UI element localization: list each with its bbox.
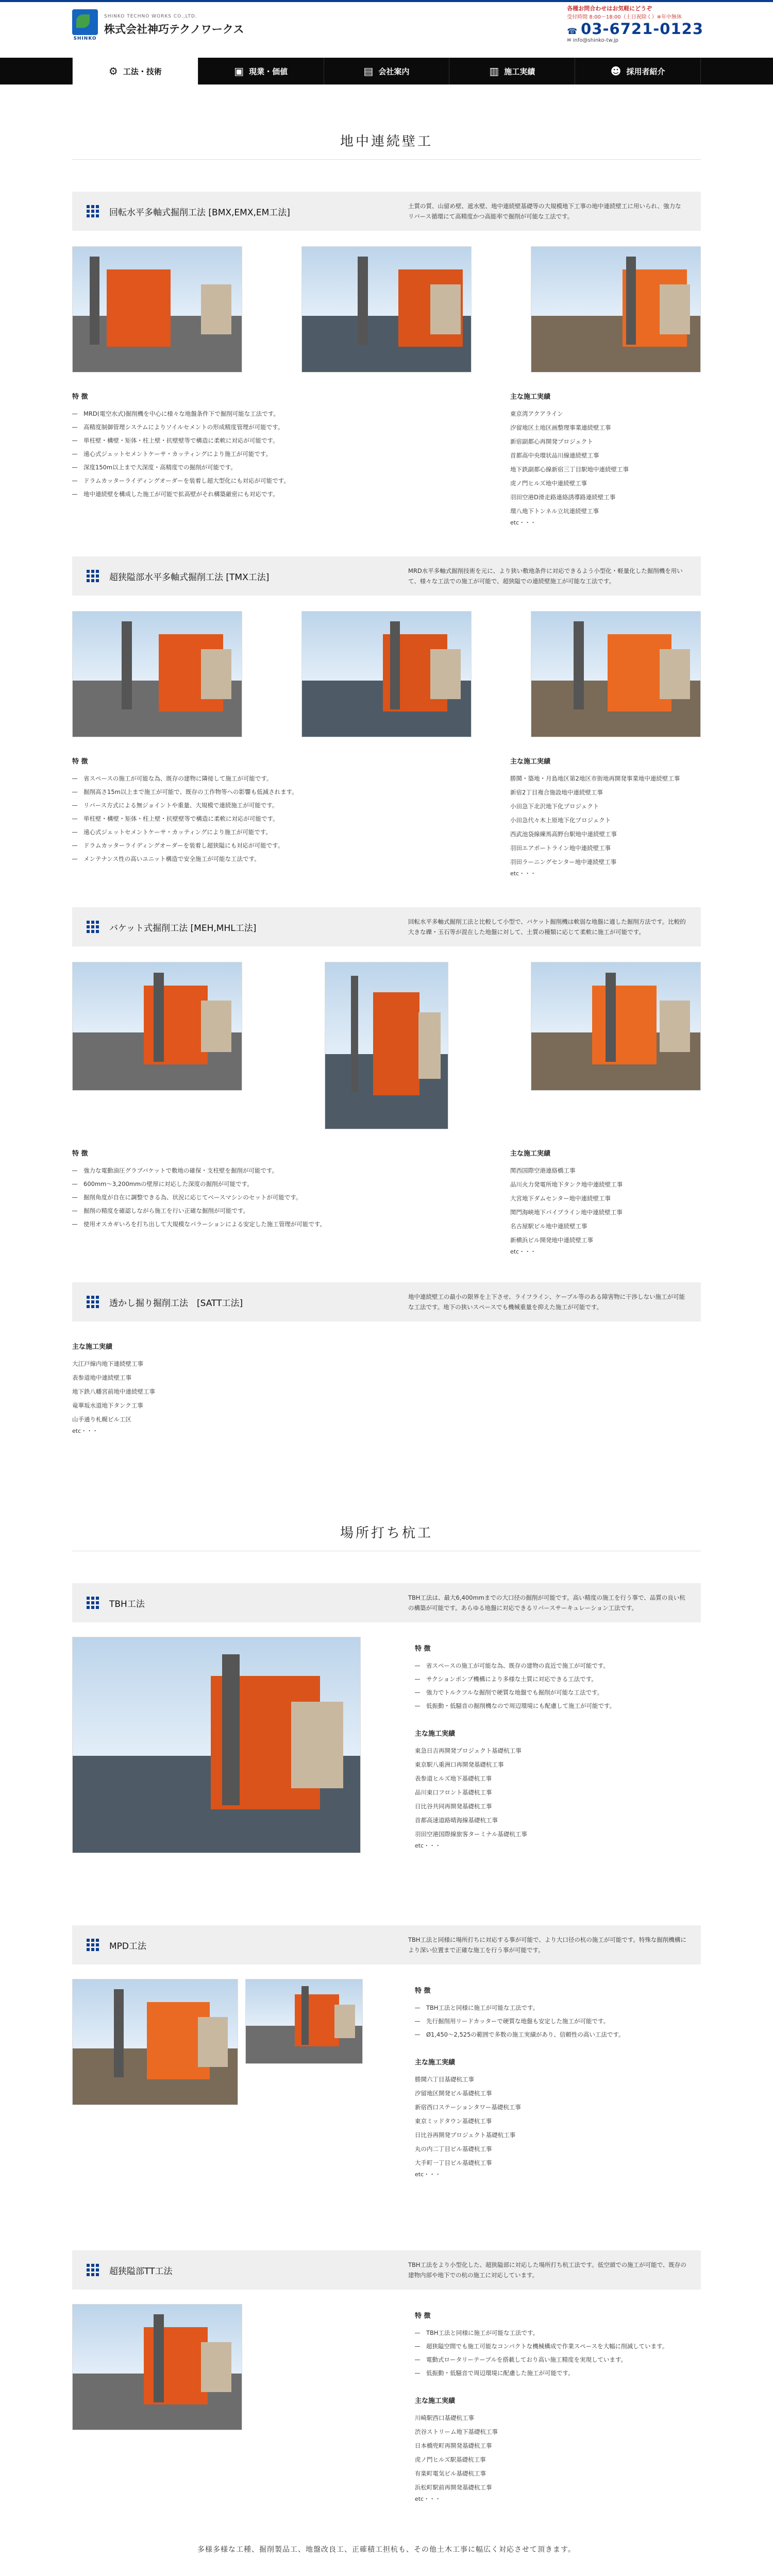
feature-item: TBH工法と同様に施工が可能な工法です。: [415, 2001, 701, 2014]
work-item: 品川火力発電所地下タンク地中連続壁工事: [510, 1181, 623, 1188]
photo: [72, 611, 242, 737]
work-item: 関西国際空港連絡橋工事: [510, 1167, 576, 1174]
more-link[interactable]: etc・・・: [415, 1842, 441, 1849]
photo-row: [72, 611, 701, 737]
feature-item: 掘削の精度を確認しながら施工を行い正確な掘削が可能です。: [72, 1204, 474, 1217]
method-description: 回転水平多軸式掘削工法と比較して小型で、バケット掘削機は軟弱な地盤に適した掘削方法です。比較的大きな礫・玉石等が混在した地盤に対して、土質の種類に応じて柔軟に施工が可能です。: [408, 918, 686, 936]
works-heading: 主な施工実績: [72, 1343, 113, 1351]
work-item: 汐留地区開発ビル基礎杭工事: [415, 2090, 492, 2097]
works-list: [510, 772, 701, 869]
features-list: [415, 1659, 701, 1713]
photo: [531, 962, 701, 1091]
nav-item[interactable]: [198, 58, 324, 84]
works-list: [510, 407, 701, 518]
method-body: [72, 1979, 701, 2178]
works-list: [415, 1744, 701, 1841]
work-item: 大宮地下ダムセンター地中連続壁工事: [510, 1195, 611, 1202]
document-icon: ▥: [489, 65, 499, 77]
global-nav: [0, 58, 773, 84]
nav-item-label: 現業・価値: [249, 66, 288, 76]
nav-item-label: 工法・技術: [123, 66, 162, 76]
work-item: 新横浜ビル開発地中連続壁工事: [510, 1236, 593, 1244]
details-row: [72, 1148, 701, 1256]
work-item: 羽田空港国際線旅客ターミナル基礎杭工事: [415, 1831, 527, 1838]
work-item: 地下鉄八幡宮前地中連続壁工事: [72, 1388, 155, 1395]
nav-item[interactable]: [575, 58, 701, 84]
work-item: 環八地下トンネル立坑連続壁工事: [510, 507, 599, 515]
method-photos: [72, 1637, 366, 1853]
method-title: バケット式掘削工法 [MEH,MHL工法]: [109, 923, 257, 934]
work-item: 首都高中央環状品川線連続壁工事: [510, 452, 599, 459]
photo: [72, 2304, 242, 2430]
feature-item: 強力な電動油圧グラブバケットで敷地の確保・支柱壁を掘削が可能です。: [72, 1164, 474, 1177]
work-item: 有楽町電気ビル基礎杭工事: [415, 2470, 486, 2477]
work-item: 虎ノ門ヒルズ地中連続壁工事: [510, 480, 587, 487]
more-link[interactable]: etc・・・: [510, 1248, 536, 1255]
brand-logo-link[interactable]: [72, 9, 244, 41]
feature-item: 単柱壁・構壁・矩体・柱上壁・抗壁壁等で構造に柔軟に対応が可能です。: [72, 812, 474, 825]
features-heading: 特 徴: [415, 1987, 431, 1995]
feature-item: ドラムカッターライディングオーダーを装着し超大型化にも対応が可能です。: [72, 474, 474, 487]
work-item: 関門海峡地下パイプライン地中連続壁工事: [510, 1209, 623, 1216]
grid-icon: [87, 2264, 99, 2276]
grid-icon: [87, 1296, 99, 1308]
phone-icon: ☎: [567, 26, 578, 36]
method-header: [72, 556, 701, 596]
grid-icon: [87, 1939, 99, 1951]
feature-item: TBH工法と同様に施工が可能な工法です。: [415, 2326, 701, 2340]
building-icon: ▣: [234, 65, 244, 77]
more-link[interactable]: etc・・・: [510, 519, 536, 526]
email-text: info@shinko-tw.jp: [573, 38, 619, 43]
work-item: 品川東口フロント基礎杭工事: [415, 1789, 492, 1796]
contact-lead: 各種お問合わせはお気軽にどうぞ: [567, 5, 652, 12]
work-item: 東京湾アクアライン: [510, 410, 563, 417]
works-heading: 主な施工実績: [415, 2059, 456, 2066]
method-header: [72, 192, 701, 231]
work-item: 新宿2丁目複合施設地中連続壁工事: [510, 789, 603, 796]
method-body: [72, 1637, 701, 1853]
work-item: 日比谷再開発プロジェクト基礎杭工事: [415, 2131, 516, 2139]
feature-item: 先行掘削用リードカッターで硬質な地盤も安定した施工が可能です。: [415, 2014, 701, 2028]
work-item: 東急日吉再開発プロジェクト基礎杭工事: [415, 1747, 522, 1754]
phone-number[interactable]: [567, 20, 703, 38]
method-title: 超狭隘部TT工法: [109, 2266, 173, 2277]
method-title: 透かし掘り掘削工法 [SATT工法]: [109, 1298, 243, 1309]
feature-item: 掘削角度が自在に調整できる為、状況に応じてベースマシンのセットが可能です。: [72, 1191, 474, 1204]
nav-item-label: 採用者紹介: [626, 66, 665, 76]
method-header: [72, 907, 701, 946]
feature-item: ドラムカッターライディングオーダーを装着し超狭隘にも対応が可能です。: [72, 839, 474, 852]
photo: [72, 1637, 361, 1853]
work-item: 小田急下北沢地下化プロジェクト: [510, 803, 599, 810]
more-link[interactable]: etc・・・: [415, 2496, 441, 2502]
logo-text: SHINKO: [73, 36, 97, 41]
more-link[interactable]: etc・・・: [72, 1428, 98, 1434]
feature-item: 省スペースの施工が可能な為、既存の建物の直近で施工が可能です。: [415, 1659, 701, 1672]
feature-item: 強力でトルクフルな掘削で硬質な地盤でも掘削が可能な工法です。: [415, 1686, 701, 1699]
work-item: 新宿西口ステーションタワー基礎杭工事: [415, 2104, 521, 2111]
mail-icon: ✉: [567, 38, 573, 43]
method-description: TBH工法は、最大6,400mmまでの大口径の掘削が可能です。高い精度の施工を行う事で、品質の良い杭の構築が可能です。あらゆる地盤に対応できるリバースサーキュレーション工法です。: [408, 1594, 685, 1612]
work-item: 山手通り札幌ビル工区: [72, 1416, 131, 1423]
section-title: 地中連続壁工: [340, 134, 433, 149]
features-heading: 特 徴: [72, 1150, 88, 1158]
work-item: 大江戸線内地下連続壁工事: [72, 1360, 143, 1367]
grid-icon: [87, 921, 99, 933]
method-description: TBH工法と同様に場所打ちに対応する事が可能で、より大口径の杭の施工が可能です。特殊な掘削機構により深い位置まで正確な施工を行う事が可能です。: [408, 1936, 686, 1954]
method-description: 土質の質、山留め壁、遮水壁、地中連続壁基礎等の大規模地下工事の地中連続壁工に用いられ、強力なリバース循環にて高精度かつ高能率で掘削が可能な工法です。: [408, 202, 681, 220]
method-description: TBH工法をより小型化した、超狭隘部に対応した場所打ち杭工法です。低空頭での施工が可能で、既存の建物内部や地下での杭の施工に対応しています。: [408, 2261, 686, 2279]
photo: [72, 1979, 238, 2105]
nav-item[interactable]: [72, 58, 198, 84]
works-list: [415, 2411, 701, 2495]
grid-icon: [87, 205, 99, 217]
features-heading: 特 徴: [72, 758, 88, 766]
method-header: [72, 1282, 701, 1321]
features-list: [72, 772, 474, 866]
feature-item: 遠心式ジェットセメントケーサ・カッティングにより施工が可能です。: [72, 825, 474, 839]
works-heading: 主な施工実績: [510, 758, 551, 766]
feature-item: 遠心式ジェットセメントケーサ・カッティングにより施工が可能です。: [72, 447, 474, 461]
nav-item-label: 施工実績: [504, 66, 535, 76]
works-list: [510, 1164, 701, 1247]
method-title: TBH工法: [109, 1599, 145, 1609]
photo: [72, 246, 242, 372]
features-heading: 特 徴: [415, 1645, 431, 1653]
more-link[interactable]: etc・・・: [415, 2171, 441, 2178]
works-heading: 主な施工実績: [510, 393, 551, 401]
work-item: 日本橋兜町再開発基礎杭工事: [415, 2442, 492, 2449]
features-heading: 特 徴: [415, 2312, 431, 2320]
feature-item: Ø1,450〜2,525の範囲で多数の施工実績があり、信頼性の高い工法です。: [415, 2028, 701, 2041]
contact-hours: 受付時間 8:00〜18:00（土日祝除く）※年中無休: [567, 14, 682, 20]
work-item: 渋谷ストリーム地下基礎杭工事: [415, 2428, 498, 2435]
method-header: [72, 1925, 701, 1964]
site-header: [0, 0, 773, 58]
closing-text: 多様多様な工種、掘削製品工、地盤改良工、正確積工担杭も、その他土木工事に幅広く対応させて頂きます。: [197, 2546, 576, 2554]
feature-item: 超狭隘空間でも施工可能なコンパクトな機械構成で作業スペースを大幅に削減しています。: [415, 2340, 701, 2353]
photo-row: [72, 962, 701, 1129]
work-item: 表参道地中連続壁工事: [72, 1374, 131, 1381]
work-item: 地下鉄副都心線新宿三丁目駅地中連続壁工事: [510, 466, 629, 473]
feature-item: 低振動・低騒音の掘削機なので周辺環境にも配慮して施工が可能です。: [415, 1699, 701, 1713]
work-item: 大手町一丁目ビル基礎杭工事: [415, 2159, 492, 2166]
phone-text: 03-6721-0123: [581, 20, 703, 38]
work-item: 小田急代々木上原地下化プロジェクト: [510, 817, 611, 824]
method-description: 地中連続壁工の最小の限界を上下させ、ライフライン、ケーブル等のある障害物に干渉しない施工が可能な工法です。地下の狭いスペースでも機械重量を抑えた施工が可能です。: [408, 1293, 685, 1311]
work-item: 新宿副都心再開発プロジェクト: [510, 438, 593, 445]
work-item: 日比谷共同再開発基礎杭工事: [415, 1803, 492, 1810]
work-item: 羽田ラーニングセンター地中連続壁工事: [510, 858, 617, 866]
method-header: [72, 1583, 701, 1622]
features-list: [72, 1164, 474, 1231]
feature-item: 600mm〜3,200mmの壁厚に対応した深度の掘削が可能です。: [72, 1177, 474, 1191]
details-row: [72, 756, 701, 877]
works-list: [415, 2073, 701, 2170]
work-item: 東京ミッドタウン基礎杭工事: [415, 2117, 492, 2125]
feature-item: リバース方式による無ジョイントや重量、大規模で連続施工が可能です。: [72, 799, 474, 812]
gear-icon: ⚙: [108, 65, 118, 77]
people-icon: ☻: [610, 65, 621, 77]
photo: [325, 962, 448, 1129]
work-item: 竜華坂水道地下タンク工事: [72, 1402, 143, 1409]
feature-item: 深度150m以上まで大深度・高精度での掘削が可能です。: [72, 461, 474, 474]
work-item: 浜松町駅前再開発基礎杭工事: [415, 2484, 492, 2491]
company-logo: [72, 9, 98, 41]
work-item: 名古屋駅ビル地中連続壁工事: [510, 1223, 587, 1230]
feature-item: メンテナンス性の高いユニット構造で安全施工が可能な工法です。: [72, 852, 474, 866]
work-item: 羽田エアポートライン地中連続壁工事: [510, 844, 611, 852]
photo: [301, 611, 472, 737]
grid-icon: [87, 570, 99, 582]
works-heading: 主な施工実績: [510, 1150, 551, 1158]
work-item: 西武池袋線練馬高野台駅地中連続壁工事: [510, 831, 617, 838]
photo: [72, 962, 242, 1091]
photo: [531, 246, 701, 372]
company-icon: ▤: [363, 65, 374, 77]
header-contact: [567, 4, 703, 43]
work-item: 首都高速道路晴海線基礎杭工事: [415, 1817, 498, 1824]
works-heading: 主な施工実績: [415, 1730, 456, 1738]
features-heading: 特 徴: [72, 393, 88, 401]
work-item: 汐留地区土地区画整理事業連続壁工事: [510, 424, 611, 431]
photo: [301, 246, 472, 372]
brand-jp: 株式会社神巧テクノワークス: [104, 23, 244, 36]
section-title: 場所打ち杭工: [340, 1526, 433, 1541]
feature-item: 使用オスカギいろを打ち出して大規模なパラーションによる安定した施工管理が可能です。: [72, 1217, 474, 1231]
method-photos: [72, 2304, 366, 2503]
feature-item: サクションポンプ機構により多様な土質に対応できる工法です。: [415, 1672, 701, 1686]
nav-item-label: 会社案内: [378, 66, 410, 76]
features-list: [72, 407, 474, 501]
photo-row: [72, 246, 701, 372]
photo: [245, 1979, 363, 2064]
method-body: [72, 2304, 701, 2503]
work-item: 羽田空港D滑走路連絡誘導路連続壁工事: [510, 494, 616, 501]
email-link[interactable]: [567, 38, 703, 43]
method-title: 回転水平多軸式掘削工法 [BMX,EMX,EM工法]: [109, 207, 290, 218]
feature-item: 地中連続壁を構成した施工が可能で拡高壁がそれ構築厳密にも対応です。: [72, 487, 474, 501]
work-item: 勝鬨・築地・月島地区第2地区市街地再開発事業地中連続壁工事: [510, 775, 680, 782]
method-title: 超狭隘部水平多軸式掘削工法 [TMX工法]: [109, 572, 270, 583]
works-list: [72, 1357, 701, 1427]
grid-icon: [87, 1597, 99, 1609]
method-title: MPD工法: [109, 1941, 147, 1952]
work-item: 虎ノ門ヒルズ駅基礎杭工事: [415, 2456, 486, 2463]
feature-item: MRD(電空水式)掘削機を中心に様々な地盤条件下で掘削可能な工法です。: [72, 407, 474, 420]
work-item: 勝鬨六丁目基礎杭工事: [415, 2076, 474, 2083]
work-item: 丸の内二丁目ビル基礎杭工事: [415, 2145, 492, 2153]
feature-item: 掘削高さ15m以上まで施工が可能で、既存の工作物等への影響も低減されます。: [72, 785, 474, 799]
method-photos: [72, 1979, 366, 2178]
feature-item: 省スペースの施工が可能な為、既存の建物に隣接して施工が可能です。: [72, 772, 474, 785]
details-row: [72, 391, 701, 527]
work-item: 東京駅八重洲口再開発基礎杭工事: [415, 1761, 504, 1768]
feature-item: 電動式ロータリーテーブルを搭載しており高い施工精度を実現しています。: [415, 2353, 701, 2366]
nav-item[interactable]: [324, 58, 450, 84]
feature-item: 単柱壁・構壁・矩体・柱上壁・抗壁壁等で構造に柔軟に対応が可能です。: [72, 434, 474, 447]
main-content: [0, 84, 773, 2503]
work-item: 表参道ヒルズ地下基礎杭工事: [415, 1775, 492, 1782]
method-description: MRD水平多軸式掘削技術を元に、より狭い敷地条件に対応できるよう小型化・軽量化した掘削機を用いて、様々な工法での施工が可能で、超狭隘での連続壁施工が可能な工法です。: [408, 567, 683, 585]
photo: [531, 611, 701, 737]
features-list: [415, 2001, 701, 2041]
feature-item: 低振動・低騒音で周辺環境に配慮した施工が可能です。: [415, 2366, 701, 2380]
more-link[interactable]: etc・・・: [510, 870, 536, 877]
features-list: [415, 2326, 701, 2380]
works-heading: 主な施工実績: [415, 2397, 456, 2405]
brand-en: SHINKO TECHNO WORKS CO.,LTD.: [104, 14, 197, 19]
method-header: [72, 2250, 701, 2290]
feature-item: 高精度制御管理システムによりソイルセメントの形成精度管理が可能です。: [72, 420, 474, 434]
nav-item[interactable]: [449, 58, 575, 84]
work-item: 川崎駅西口基礎杭工事: [415, 2414, 474, 2421]
